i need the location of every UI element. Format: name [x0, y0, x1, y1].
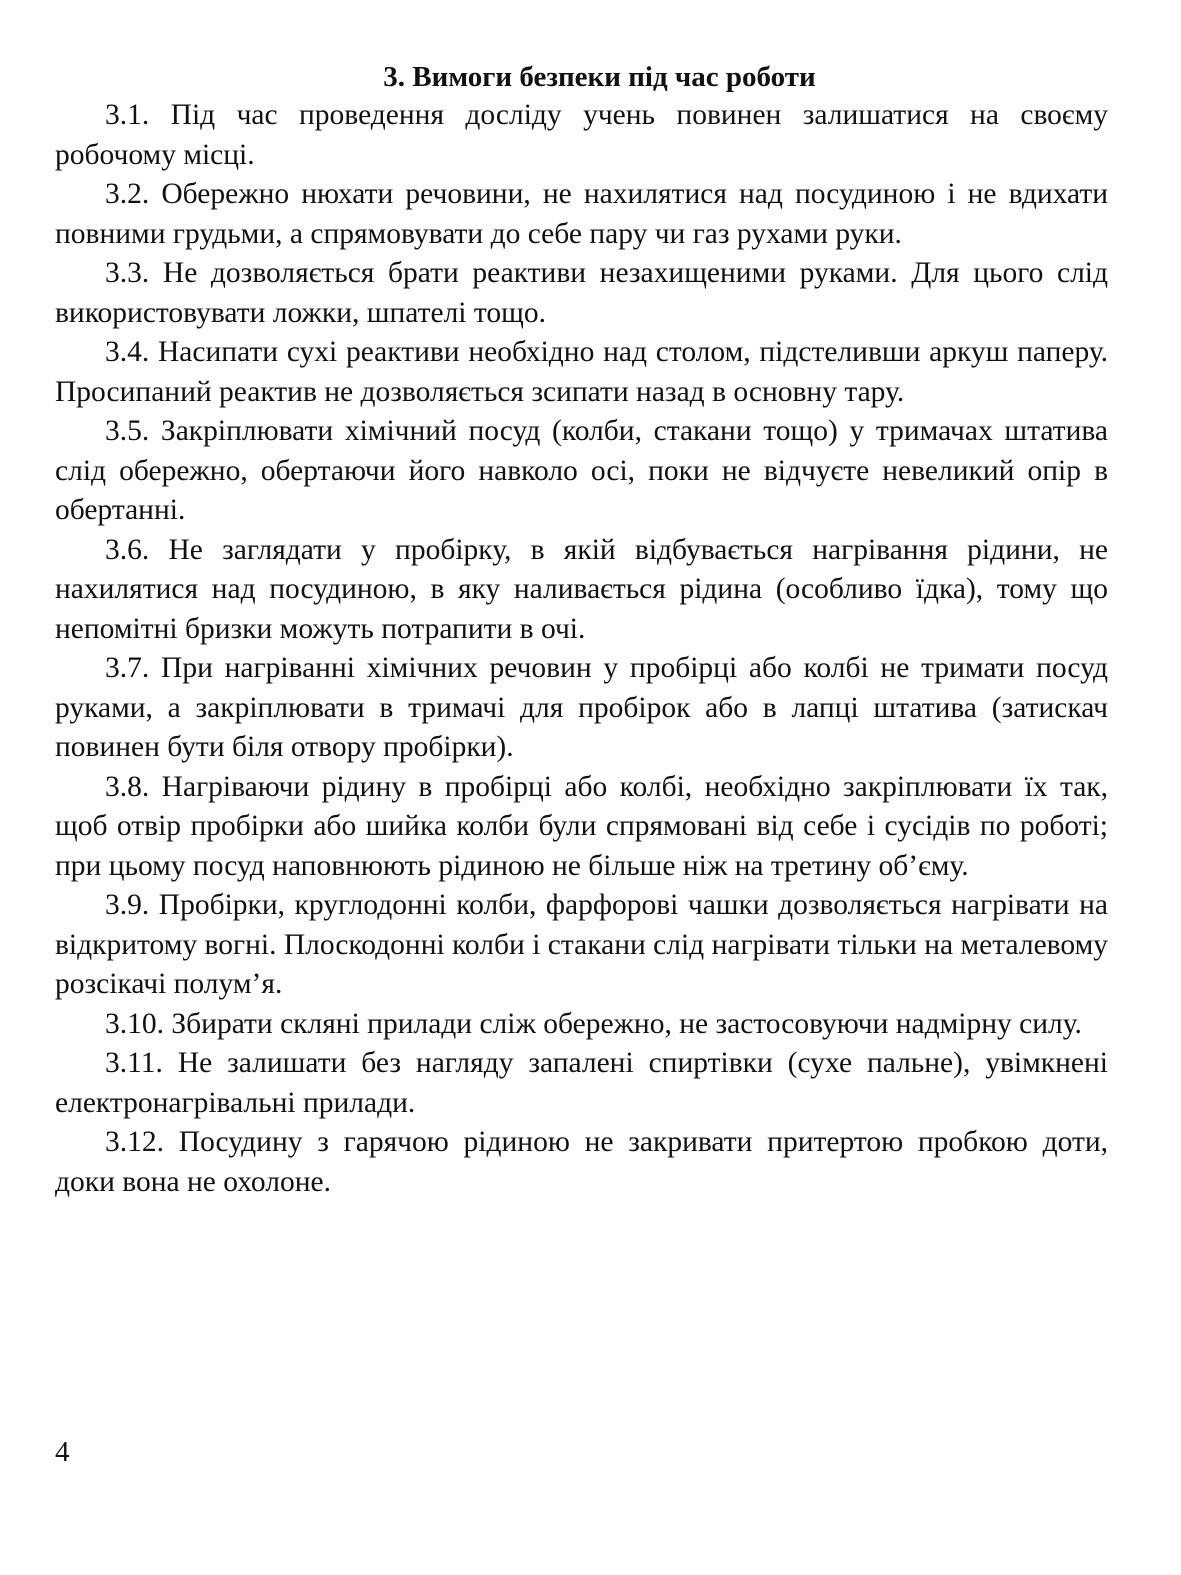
paragraph-3-3 [55, 254, 1108, 333]
paragraph-3-11 [55, 1044, 1108, 1123]
paragraph-text: Пробірки, круглодонні колби, фарфорові чашки дозволяється нагрівати на відкритому вогні. Плоскодонні колби і стакани слід нагрівати тільки на металевому розсікачі полум’я. [55, 889, 1108, 1000]
paragraph-text: Обережно нюхати речовини, не нахилятися над посудиною і не вдихати повними грудьми, а спрямовувати до себе пару чи газ рухами руки. [55, 178, 1108, 250]
paragraph-number: 3.9. [105, 889, 150, 921]
paragraph-3-1 [55, 96, 1108, 175]
paragraph-number: 3.4. [105, 336, 150, 368]
document-page [55, 58, 1108, 1202]
paragraph-number: 3.3. [105, 257, 150, 289]
page-number: 4 [55, 1436, 70, 1468]
paragraph-number: 3.10. [105, 1007, 164, 1040]
paragraph-number: 3.5. [105, 415, 150, 447]
paragraph-3-2 [55, 175, 1108, 254]
section-title: 3. Вимоги безпеки під час роботи [383, 61, 816, 93]
paragraph-3-4 [55, 333, 1108, 412]
paragraph-text: Посудину з гарячою рідиною не закривати притертою пробкою доти, доки вона не охолоне. [55, 1126, 1108, 1198]
paragraph-3-12 [55, 1123, 1108, 1202]
paragraph-text: Насипати сухі реактиви необхідно над столом, підстеливши аркуш паперу. Просипаний реактив не дозволяється зсипати назад в основну тару. [55, 336, 1109, 408]
paragraph-text: Не дозволяється брати реактиви незахищеними руками. Для цього слід використовувати ложки, шпателі тощо. [55, 257, 1109, 329]
paragraph-3-7 [55, 649, 1108, 768]
paragraph-3-8 [55, 768, 1108, 887]
paragraph-3-6 [55, 531, 1108, 650]
paragraph-number: 3.2. [105, 178, 150, 210]
paragraph-3-5 [55, 412, 1108, 531]
paragraph-text: Не залишати без нагляду запалені спиртівки (сухе пальне), увімкнені електронагрівальні прилади. [55, 1047, 1108, 1119]
paragraph-text: Не заглядати у пробірку, в якій відбувається нагрівання рідини, не нахилятися над посудиною, в яку наливається рідина (особливо їдка), тому що непомітні бризки можуть потрапити в очі. [55, 533, 1109, 645]
paragraph-number: 3.7. [105, 652, 150, 684]
paragraph-number: 3.6. [105, 533, 150, 566]
paragraph-number: 3.12. [105, 1126, 164, 1158]
paragraph-3-10 [55, 1005, 1108, 1045]
paragraph-number: 3.8. [105, 770, 150, 803]
paragraph-3-9 [55, 886, 1108, 1005]
paragraph-text: Збирати скляні прилади сліж обережно, не застосовуючи надмірну силу. [171, 1007, 1082, 1040]
paragraph-text: Нагріваючи рідину в пробірці або колбі, необхідно закріплювати їх так, щоб отвір пробірки або шийка колби були спрямовані від себе і сусідів по роботі; при цьому посуд наповнюють рідиною не більше ніж на третину об’єму. [55, 770, 1108, 882]
paragraph-text: При нагріванні хімічних речовин у пробірці або колбі не тримати посуд руками, а закріплювати в тримачі для пробірок або в лапці штатива (затискач повинен бути біля отвору пробірки). [55, 652, 1108, 763]
paragraph-number: 3.1. [105, 99, 150, 131]
paragraph-number: 3.11. [105, 1047, 163, 1079]
paragraph-text: Під час проведення досліду учень повинен залишатися на своєму робочому місці. [55, 99, 1108, 171]
paragraph-text: Закріплювати хімічний посуд (колби, стакани тощо) у тримачах штатива слід обережно, обертаючи його навколо осі, поки не відчуєте невеликий опір в обертанні. [55, 415, 1108, 526]
